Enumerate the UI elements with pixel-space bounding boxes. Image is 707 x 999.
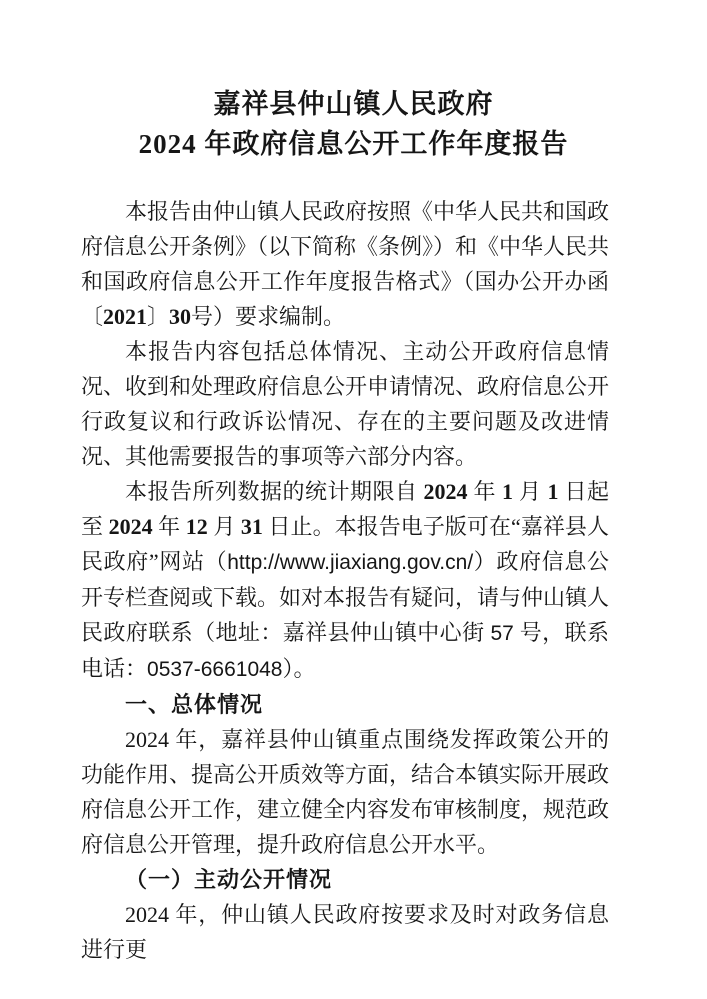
text-run: ）政府信息公开专栏查阅或下载。如对本报告有疑问，请与仲山镇人民政府联系（地址：嘉祥县仲山镇中心街 [81,549,610,645]
text-run: 1 [501,479,513,504]
text-run: http://www.jiaxiang.gov.cn/ [227,551,474,574]
text-run: 12 [185,514,208,539]
text-run: 30 [169,304,192,329]
paragraph-intro-basis [81,194,609,334]
paragraph-statistics-period [81,474,609,687]
text-run: 2024 年，嘉祥县仲山镇重点围绕发挥政策公开的功能作用、提高公开质效等方面，结合本镇实际开展政府信息公开工作，建立健全内容发布审核制度，规范政府信息公开管理，提升政府信息公开水平。 [81,727,610,857]
text-run: 2024 [423,479,468,504]
text-run: 31 [240,514,263,539]
text-run: 本报告由仲山镇人民政府按照《中华人民共和国政府信息公开条例》（以下简称《条例》）和《中华人民共和国政府信息公开工作年度报告格式》（国办公开办函〔 [81,199,610,329]
title-line-2: 2024 年政府信息公开工作年度报告 [138,129,569,159]
paragraph-overall-situation [81,722,609,862]
text-run: 〕 [147,304,170,329]
text-run: 0537-6661048 [147,658,283,681]
text-run: 号，联系电话： [81,620,609,681]
text-run: 日止。本报告电子版可在“嘉祥县人民政府”网站（ [81,514,609,574]
text-run: 一、总体情况 [125,692,264,717]
text-run: 月 [512,479,548,504]
text-run: （一）主动公开情况 [125,867,333,892]
text-run: 日起至 [81,479,609,539]
subsection-heading-proactive-disclosure [81,862,609,897]
paragraph-proactive-disclosure [81,897,609,967]
text-run: 年 [152,514,186,539]
text-run: 本报告所列数据的统计期限自 [125,479,424,504]
text-run: ）。 [282,656,316,681]
text-run: 2021 [103,304,148,329]
text-run: 本报告内容包括总体情况、主动公开政府信息情况、收到和处理政府信息公开申请情况、政府信息公开行政复议和行政诉讼情况、存在的主要问题及改进情况、其他需要报告的事项等六部分内容。 [81,339,610,469]
text-run: 年 [467,479,502,504]
text-run: 2024 [108,514,153,539]
document-title [0,0,707,164]
text-run: 2024 年，仲山镇人民政府按要求及时对政务信息进行更 [81,902,609,962]
text-run: 57 [490,622,514,645]
section-heading-overall-situation [81,687,609,722]
title-line-1: 嘉祥县仲山镇人民政府 [213,89,494,119]
paragraph-report-contents [81,334,609,474]
text-run: 1 [547,479,559,504]
text-run: 月 [207,514,241,539]
text-run: 号）要求编制。 [191,304,346,329]
document-body [81,194,609,967]
